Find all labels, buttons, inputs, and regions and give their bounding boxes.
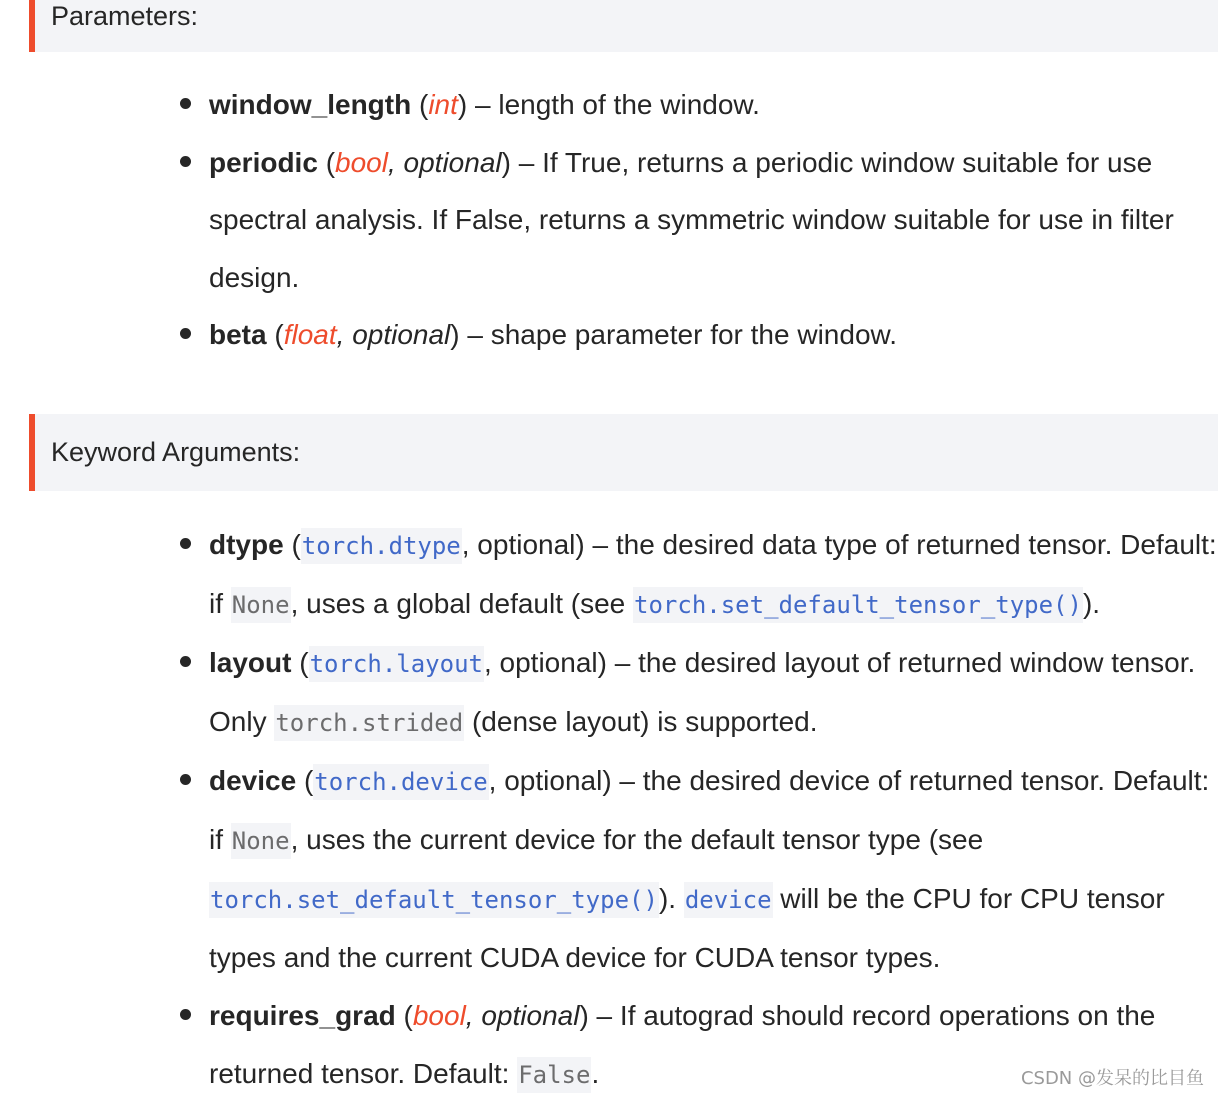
param-item-periodic	[0, 134, 1218, 307]
param-optional: optional	[403, 146, 502, 178]
param-description: ) – shape parameter for the window.	[450, 319, 897, 350]
watermark: CSDN @发呆的比目鱼	[1020, 1068, 1204, 1089]
param-item-window-length	[0, 76, 1218, 134]
param-optional: optional	[481, 1000, 580, 1031]
kwarg-text: .	[591, 1058, 600, 1089]
param-description: ) – length of the window.	[457, 89, 760, 120]
inline-code: None	[231, 823, 291, 859]
keyword-arguments-header	[29, 414, 1218, 491]
keyword-arguments-header-label: Keyword Arguments:	[51, 437, 301, 467]
kwarg-text: will be the CPU for CPU tensor types and the current CUDA device for CUDA tensor types.	[209, 883, 1165, 973]
parameters-header-label: Parameters:	[51, 1, 199, 31]
inline-code: None	[231, 587, 291, 623]
kwarg-name: requires_grad	[209, 1000, 396, 1031]
bullet-icon	[180, 1009, 191, 1020]
kwarg-item-layout: layout (torch.layout, optional) – the desired layout of returned window tensor. Only torch.strided (dense layout) is supported.	[0, 634, 1218, 752]
param-sep: ,	[336, 319, 353, 350]
param-open: (	[266, 319, 284, 350]
inline-code: False	[517, 1057, 591, 1093]
bullet-icon	[180, 98, 191, 109]
param-type-link[interactable]: float	[283, 319, 337, 350]
bullet-icon	[180, 774, 191, 785]
parameters-list	[0, 76, 1218, 364]
bullet-icon	[180, 538, 191, 549]
param-type-link[interactable]: int	[428, 89, 458, 120]
kwarg-text: , uses the current device for the default tensor type (see	[290, 824, 984, 855]
kwarg-item-dtype: dtype (torch.dtype, optional) – the desired data type of returned tensor. Default: if None, uses a global default (see torch.set_default_tensor_type()).	[0, 516, 1218, 634]
param-name: periodic	[209, 146, 318, 178]
param-optional: optional	[352, 319, 451, 350]
bullet-icon	[180, 156, 191, 167]
function-link[interactable]: torch.set_default_tensor_type()	[633, 587, 1083, 623]
device-link[interactable]: device	[684, 882, 773, 918]
param-open: (	[317, 146, 336, 178]
inline-code: torch.strided	[274, 705, 464, 741]
bullet-icon	[180, 656, 191, 667]
kwarg-text: ) – If autograd should record operations on the returned tensor. Default:	[209, 1000, 1156, 1089]
kwarg-open: (	[395, 1000, 413, 1031]
type-link[interactable]: torch.device	[313, 764, 488, 800]
kwarg-text: ).	[1082, 588, 1101, 619]
kwarg-text: ).	[658, 883, 684, 914]
param-open: (	[411, 89, 429, 120]
param-description: ) – If True, returns a periodic window suitable for use spectral analysis. If False, returns a symmetric window suitable for use in filter design.	[209, 146, 1174, 293]
kwarg-name: device	[209, 765, 297, 796]
kwarg-text: , optional) – the desired layout of returned window tensor. Only	[209, 647, 1196, 737]
param-name: beta	[209, 319, 267, 350]
kwarg-text: , optional) – the desired data type of returned tensor. Default: if	[209, 529, 1217, 619]
param-sep: ,	[387, 146, 404, 178]
type-link[interactable]: torch.dtype	[301, 528, 462, 564]
param-type-link[interactable]: bool	[412, 1000, 466, 1031]
bullet-icon	[180, 328, 191, 339]
kwarg-text: , uses a global default (see	[290, 588, 634, 619]
function-link[interactable]: torch.set_default_tensor_type()	[209, 882, 659, 918]
kwarg-name: dtype	[209, 529, 284, 560]
kwarg-text: , optional) – the desired device of returned tensor. Default: if	[209, 765, 1210, 855]
kwarg-item-device: device (torch.device, optional) – the desired device of returned tensor. Default: if None, uses the current device for the default tensor type (see torch.set_default_tensor_type()). device will be the CPU for CPU tensor types and the current CUDA device for CUDA tensor types.	[0, 752, 1218, 987]
param-name: window_length	[209, 89, 412, 120]
param-sep: ,	[465, 1000, 482, 1031]
kwarg-text: (dense layout) is supported.	[464, 706, 818, 737]
kwarg-name: layout	[209, 647, 292, 678]
parameters-header	[29, 0, 1218, 52]
type-link[interactable]: torch.layout	[309, 646, 484, 682]
keyword-arguments-list	[0, 516, 1218, 1104]
param-item-beta	[0, 306, 1218, 364]
param-type-link[interactable]: bool	[335, 146, 388, 178]
